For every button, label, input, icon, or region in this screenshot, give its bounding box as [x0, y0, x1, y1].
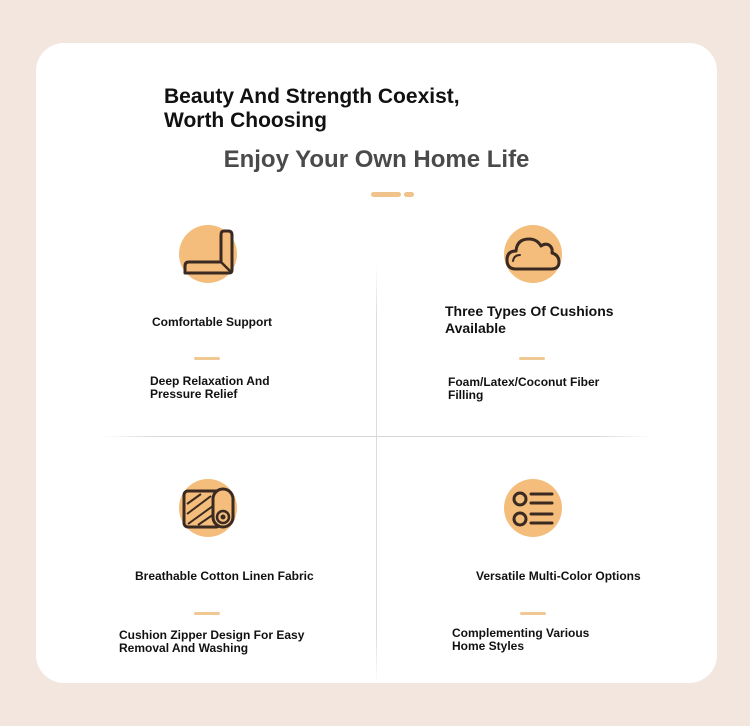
feature-title-fabric: Breathable Cotton Linen Fabric: [135, 569, 314, 583]
subtitle: Enjoy Your Own Home Life: [223, 146, 530, 173]
feature-title-cushion-types: Three Types Of Cushions Available: [445, 303, 614, 336]
horizontal-divider: [102, 436, 652, 437]
feature-description-cushion-types: Foam/Latex/Coconut Fiber Filling: [448, 375, 600, 402]
cloud-icon: [504, 225, 562, 283]
feature-accent-bar: [520, 612, 546, 615]
feature-title-color-options: Versatile Multi-Color Options: [476, 569, 641, 583]
decorative-divider-long: [371, 192, 401, 197]
vertical-divider: [376, 265, 377, 685]
feature-accent-bar: [194, 357, 220, 360]
feature-description-comfortable-support: Deep Relaxation And Pressure Relief: [150, 374, 270, 401]
feature-description-fabric: Cushion Zipper Design For Easy Removal And Washing: [119, 628, 305, 655]
feature-accent-bar: [519, 357, 545, 360]
decorative-divider-short: [404, 192, 414, 197]
feature-accent-bar: [194, 612, 220, 615]
headline: Beauty And Strength Coexist, Worth Choosing: [164, 85, 460, 132]
l-shaped-cushion-icon: [179, 225, 237, 283]
feature-card: [36, 43, 717, 683]
fabric-roll-icon: [179, 479, 237, 537]
feature-description-color-options: Complementing Various Home Styles: [452, 626, 590, 653]
feature-title-comfortable-support: Comfortable Support: [152, 315, 272, 329]
list-options-icon: [504, 479, 562, 537]
